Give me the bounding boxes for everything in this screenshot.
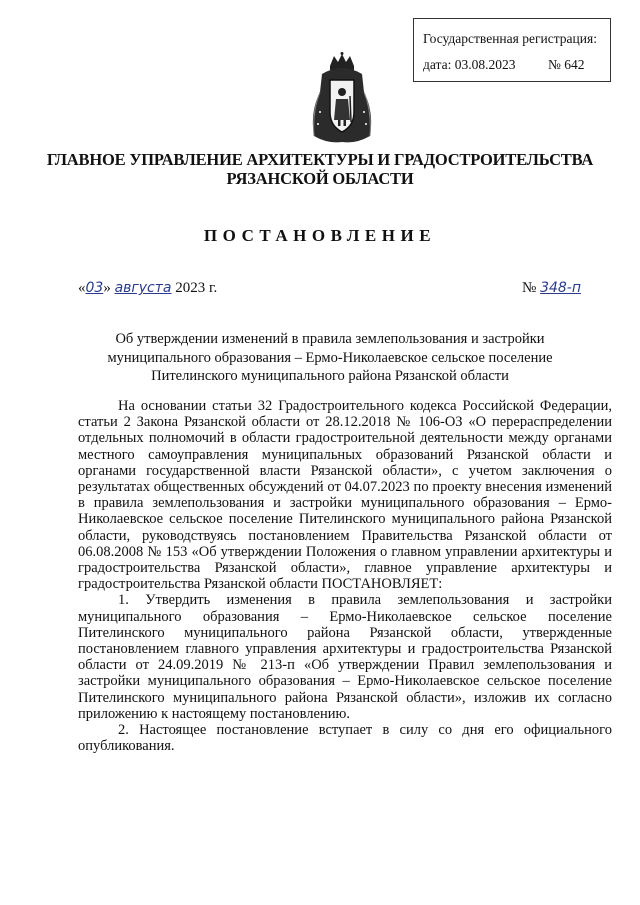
- date-close-quote: »: [103, 280, 111, 296]
- registration-stamp: [413, 18, 611, 82]
- date-year: 2023 г.: [175, 280, 218, 296]
- subject-line3: Пителинского муниципального района Рязанской области: [151, 368, 509, 384]
- date-month: августа: [114, 280, 172, 296]
- subject-line1: Об утверждении изменений в правила землепользования и застройки: [115, 331, 545, 347]
- subject-heading: [70, 330, 590, 386]
- ryazan-coat-of-arms-icon: [300, 52, 384, 146]
- preamble-paragraph: На основании статьи 32 Градостроительного кодекса Российской Федерации, статьи 2 Закона Рязанской области от 28.12.2018 № 106-ОЗ «О перераспределении отдельных полномочий в области градостроительной деятельности между органами местного самоуправления муниципальных образований Рязанской области и органами государственной власти Рязанской области», с учетом заключения о результатах общественных обсуждений от 04.07.2023 по проекту внесения изменений в правила землепользования и застройки муниципального образования – Ермо-Николаевское сельское поселение Пителинского муниципального района Рязанской области, руководствуясь постановлением Правительства Рязанской области от 06.08.2008 № 153 «Об утверждении Положения о главном управлении архитектуры и градостроительства Рязанской области», главное управление архитектуры и градостроительства Рязанской области ПОСТАНОВЛЯЕТ:: [78, 398, 612, 593]
- registration-date: дата: 03.08.2023: [423, 57, 516, 72]
- number-prefix: №: [522, 280, 537, 296]
- document-number: [522, 280, 581, 297]
- subject-line2: муниципального образования – Ермо-Николаевское сельское поселение: [107, 349, 553, 366]
- item-2-paragraph: 2. Настоящее постановление вступает в силу со дня его официального опубликования.: [78, 722, 612, 755]
- organization-name-line2: РЯЗАНСКОЙ ОБЛАСТИ: [226, 169, 414, 188]
- date-open-quote: «: [78, 280, 86, 296]
- registration-title: Государственная регистрация:: [423, 31, 597, 46]
- item-1-paragraph: 1. Утвердить изменения в правила землепользования и застройки муниципального образования – Ермо-Николаевское сельское поселение Пителинского муниципального района Рязанской области, утвержденные постановлением главного управления архитектуры и градостроительства Рязанской области от 24.09.2019 № 213-п «Об утверждении Правил землепользования и застройки муниципального образования – Ермо-Николаевское сельское поселение Пителинского муниципального района Рязанской области», изложив их согласно приложению к настоящему постановлению.: [78, 592, 612, 722]
- document-body: [78, 398, 612, 754]
- number-value: 348-п: [540, 280, 581, 296]
- registration-number: № 642: [548, 57, 585, 72]
- organization-name-line1: ГЛАВНОЕ УПРАВЛЕНИЕ АРХИТЕКТУРЫ И ГРАДОСТРОИТЕЛЬСТВА: [46, 150, 594, 169]
- date-day: 03: [85, 280, 104, 296]
- document-type-title: ПОСТАНОВЛЕНИЕ: [203, 226, 437, 245]
- document-date: [78, 280, 217, 297]
